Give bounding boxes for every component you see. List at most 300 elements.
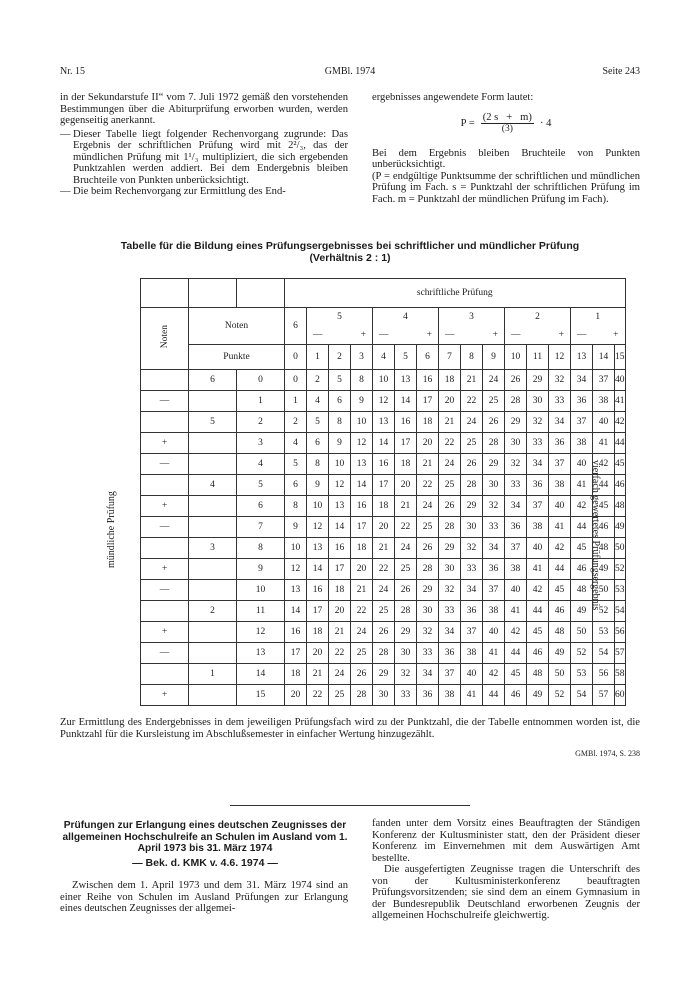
result-cell: 18 (439, 370, 461, 391)
table-header-row-grades (141, 308, 626, 345)
result-cell: 45 (593, 496, 615, 517)
row-sign-cell (141, 601, 189, 622)
result-cell: 8 (329, 412, 351, 433)
formula-lhs: P = (460, 117, 475, 129)
result-cell: 28 (483, 433, 505, 454)
result-cell: 32 (417, 622, 439, 643)
result-cell: 57 (593, 685, 615, 706)
row-grade-cell (189, 580, 237, 601)
row-points-cell: 3 (237, 433, 285, 454)
result-cell: 33 (461, 559, 483, 580)
table-corner-empty (141, 279, 189, 308)
row-grade-cell (189, 496, 237, 517)
result-cell: 13 (351, 454, 373, 475)
top-right-column (372, 92, 640, 205)
section-divider (230, 805, 470, 806)
result-cell: 44 (527, 601, 549, 622)
result-cell: 52 (549, 685, 571, 706)
grade-number: 2 (535, 312, 540, 322)
noten-vertical-cell (141, 308, 189, 370)
result-cell: 13 (373, 412, 395, 433)
row-grade-cell: 1 (189, 664, 237, 685)
result-cell: 37 (549, 454, 571, 475)
result-cell: 36 (571, 391, 593, 412)
result-cell: 20 (285, 685, 307, 706)
result-cell: 34 (417, 664, 439, 685)
result-cell: 32 (527, 412, 549, 433)
result-cell: 12 (307, 517, 329, 538)
result-cell: 12 (351, 433, 373, 454)
result-cell: 53 (571, 664, 593, 685)
grade-plus-sign: + (492, 330, 498, 340)
row-sign-cell (141, 412, 189, 433)
section2-right-paragraph2: Die ausgefertigten Zeugnisse tragen die Unterschrift des von der Kultusministerkonferenz beauftragten Prüfungsvorsitzenden; sie sind dem an einem Gymnasium in der Bundesrepublik Deutschland erworbenen Zeugnis der allgemeinen Hochschulreife gleichwertig. (372, 864, 640, 921)
result-cell: 34 (461, 580, 483, 601)
result-cell: 38 (461, 643, 483, 664)
result-cell: 9 (329, 433, 351, 454)
result-cell: 20 (373, 517, 395, 538)
row-sign-cell: + (141, 559, 189, 580)
row-grade-cell (189, 517, 237, 538)
result-cell: 41 (461, 685, 483, 706)
result-cell: 10 (307, 496, 329, 517)
row-grade-cell (189, 622, 237, 643)
result-cell: 26 (417, 538, 439, 559)
result-cell: 33 (527, 433, 549, 454)
grade-header-content (571, 308, 625, 344)
result-cell: 36 (439, 643, 461, 664)
points-header-cell: 10 (505, 345, 527, 370)
result-cell: 34 (549, 412, 571, 433)
row-points-cell: 2 (237, 412, 285, 433)
result-cell: 40 (593, 412, 615, 433)
result-cell: 50 (615, 538, 626, 559)
result-cell: 33 (439, 601, 461, 622)
grade-number: 4 (403, 312, 408, 322)
points-header-cell: 0 (285, 345, 307, 370)
result-cell: 28 (417, 559, 439, 580)
result-cell: 44 (505, 643, 527, 664)
result-cell: 34 (571, 370, 593, 391)
result-cell: 44 (593, 475, 615, 496)
result-cell: 44 (571, 517, 593, 538)
result-cell: 46 (549, 601, 571, 622)
grade-header-6: 6 (285, 308, 307, 345)
table-note: Zur Ermittlung des Endergebnisses in dem jeweiligen Prüfungsfach wird zu der Punktzahl, die der Tabelle entnommen worden ist, die Punktzahl für die Kursleistung im Abschlußsemester in einfacher Wertung hinzugezählt. (60, 717, 640, 740)
result-cell: 16 (285, 622, 307, 643)
result-cell: 50 (549, 664, 571, 685)
result-cell: 52 (593, 601, 615, 622)
row-points-cell: 13 (237, 643, 285, 664)
grade-number: 1 (595, 312, 601, 322)
result-cell: 24 (417, 496, 439, 517)
result-cell: 17 (329, 559, 351, 580)
grade-plus-sign: + (558, 330, 564, 340)
result-cell: 37 (505, 538, 527, 559)
result-cell: 30 (417, 601, 439, 622)
result-cell: 32 (461, 538, 483, 559)
result-cell: 4 (285, 433, 307, 454)
table-header-row-points (141, 345, 626, 370)
grade-minus-sign: — (379, 330, 389, 340)
result-cell: 36 (461, 601, 483, 622)
result-cell: 8 (285, 496, 307, 517)
table-row (141, 454, 626, 475)
row-grade-cell: 5 (189, 412, 237, 433)
result-cell: 56 (593, 664, 615, 685)
result-cell: 24 (439, 454, 461, 475)
result-cell: 6 (329, 391, 351, 412)
row-points-cell: 7 (237, 517, 285, 538)
bullet-dash: — (60, 128, 71, 140)
result-cell: 53 (593, 622, 615, 643)
table-header-row-label (141, 279, 626, 308)
result-cell: 56 (615, 622, 626, 643)
row-points-cell: 5 (237, 475, 285, 496)
formula-rhs: · 4 (539, 117, 552, 129)
grade-header-content (439, 308, 504, 344)
result-cell: 37 (483, 580, 505, 601)
result-cell: 10 (373, 370, 395, 391)
result-cell: 8 (307, 454, 329, 475)
row-sign-cell (141, 475, 189, 496)
result-cell: 49 (571, 601, 593, 622)
result-cell: 29 (483, 454, 505, 475)
journal-title: GMBl. 1974 (324, 66, 376, 77)
grade-header-5 (307, 308, 373, 345)
result-cell: 40 (505, 580, 527, 601)
result-cell: 45 (505, 664, 527, 685)
result-cell: 22 (351, 601, 373, 622)
table-row (141, 622, 626, 643)
result-cell: 24 (351, 622, 373, 643)
table-row (141, 664, 626, 685)
result-cell: 18 (307, 622, 329, 643)
legend-paragraph: (P = endgültige Punktsumme der schriftlichen und mündlichen Prüfung im Fach. s = Punktzahl der schriftlichen Prüfung im Fach. m = Punktzahl der mündlichen Prüfung im Fach). (372, 170, 640, 205)
result-cell: 40 (615, 370, 626, 391)
result-cell: 18 (329, 580, 351, 601)
formula-fraction (481, 112, 534, 136)
result-cell: 30 (395, 643, 417, 664)
grade-minus-sign: — (511, 330, 521, 340)
result-cell: 13 (329, 496, 351, 517)
result-cell: 14 (285, 601, 307, 622)
result-cell: 21 (329, 622, 351, 643)
result-cell: 5 (285, 454, 307, 475)
result-cell: 21 (395, 496, 417, 517)
result-cell: 8 (351, 370, 373, 391)
result-cell: 21 (417, 454, 439, 475)
result-cell: 25 (461, 433, 483, 454)
grade-plus-sign: + (360, 330, 366, 340)
result-cell: 32 (505, 454, 527, 475)
result-cell: 14 (395, 391, 417, 412)
result-cell: 25 (329, 685, 351, 706)
table-row (141, 391, 626, 412)
result-cell: 37 (439, 664, 461, 685)
result-cell: 38 (527, 517, 549, 538)
row-grade-cell: 2 (189, 601, 237, 622)
row-grade-cell (189, 454, 237, 475)
result-cell: 22 (461, 391, 483, 412)
result-cell: 30 (461, 517, 483, 538)
result-cell: 29 (461, 496, 483, 517)
result-cell: 48 (593, 538, 615, 559)
result-cell: 30 (505, 433, 527, 454)
result-cell: 38 (483, 601, 505, 622)
row-sign-cell (141, 538, 189, 559)
points-header-cell: 15 (615, 345, 626, 370)
result-cell: 42 (549, 538, 571, 559)
result-cell: 22 (307, 685, 329, 706)
result-cell: 46 (505, 685, 527, 706)
result-cell: 49 (527, 685, 549, 706)
result-cell: 33 (417, 643, 439, 664)
result-cell: 32 (483, 496, 505, 517)
result-cell: 46 (571, 559, 593, 580)
result-cell: 42 (571, 496, 593, 517)
table-row (141, 559, 626, 580)
result-cell: 44 (483, 685, 505, 706)
result-cell: 54 (615, 601, 626, 622)
section2-right-column (372, 818, 640, 922)
result-cell: 28 (395, 601, 417, 622)
result-cell: 52 (615, 559, 626, 580)
result-cell: 17 (307, 601, 329, 622)
result-cell: 37 (571, 412, 593, 433)
result-cell: 18 (285, 664, 307, 685)
result-cell: 50 (593, 580, 615, 601)
result-cell: 20 (417, 433, 439, 454)
result-cell: 28 (505, 391, 527, 412)
result-cell: 41 (615, 391, 626, 412)
result-cell: 12 (285, 559, 307, 580)
bullet-calculation (60, 129, 348, 187)
points-header-cell: 2 (329, 345, 351, 370)
result-cell: 40 (527, 538, 549, 559)
row-sign-cell: + (141, 622, 189, 643)
bullet-dash: — (60, 186, 71, 197)
result-cell: 22 (417, 475, 439, 496)
result-cell: 42 (527, 580, 549, 601)
result-cell: 30 (527, 391, 549, 412)
result-cell: 41 (549, 517, 571, 538)
row-points-cell: 15 (237, 685, 285, 706)
result-cell: 20 (439, 391, 461, 412)
result-cell: 14 (329, 517, 351, 538)
result-cell: 9 (351, 391, 373, 412)
result-cell: 54 (571, 685, 593, 706)
grade-header-4 (373, 308, 439, 345)
row-grade-cell (189, 559, 237, 580)
result-cell: 24 (329, 664, 351, 685)
row-grade-cell: 4 (189, 475, 237, 496)
result-cell: 49 (549, 643, 571, 664)
result-cell: 21 (439, 412, 461, 433)
table-row (141, 643, 626, 664)
points-header-cell: 12 (549, 345, 571, 370)
row-points-cell: 14 (237, 664, 285, 685)
grade-minus-sign: — (577, 330, 587, 340)
result-cell: 14 (351, 475, 373, 496)
result-cell: 40 (461, 664, 483, 685)
row-grade-cell (189, 433, 237, 454)
result-cell: 0 (285, 370, 307, 391)
result-cell: 41 (593, 433, 615, 454)
points-header-cell: 6 (417, 345, 439, 370)
muendliche-pruefung-label: mündliche Prüfung (106, 491, 117, 569)
grade-plus-sign: + (426, 330, 432, 340)
table-row (141, 517, 626, 538)
result-cell: 38 (505, 559, 527, 580)
result-cell: 40 (549, 496, 571, 517)
result-cell: 34 (483, 538, 505, 559)
result-cell: 37 (527, 496, 549, 517)
result-cell: 34 (505, 496, 527, 517)
points-header-cell: 13 (571, 345, 593, 370)
result-cell: 34 (439, 622, 461, 643)
bullet-calculation-text: Dieser Tabelle liegt folgender Rechenvorgang zugrunde: Das Ergebnis der schriftlichen Prüfung wird mit 2²/₃, das der mündlichen Prüfung mit 1¹/₃ multipliziert, die sich ergebenden Punktzahlen werden addiert. Bei dem Endergebnis bleiben Bruchteile von Punkten unberücksichtigt. (73, 128, 348, 186)
table-row (141, 496, 626, 517)
result-cell: 29 (373, 664, 395, 685)
result-cell: 14 (307, 559, 329, 580)
result-cell: 36 (527, 475, 549, 496)
result-cell: 9 (307, 475, 329, 496)
result-cell: 28 (439, 517, 461, 538)
result-cell: 49 (615, 517, 626, 538)
grade-header-content (307, 308, 372, 344)
grade-header-1 (571, 308, 626, 345)
table-row (141, 580, 626, 601)
result-cell: 41 (505, 601, 527, 622)
formula (372, 112, 640, 136)
row-grade-cell (189, 685, 237, 706)
result-cell: 26 (483, 412, 505, 433)
result-cell: 26 (395, 580, 417, 601)
result-cell: 38 (571, 433, 593, 454)
result-cell: 20 (395, 475, 417, 496)
result-cell: 18 (417, 412, 439, 433)
result-cell: 38 (549, 475, 571, 496)
grade-header-2 (505, 308, 571, 345)
result-cell: 17 (285, 643, 307, 664)
table-title-line2: (Verhältnis 2 : 1) (309, 252, 391, 264)
table-row (141, 685, 626, 706)
row-sign-cell (141, 370, 189, 391)
result-cell: 22 (439, 433, 461, 454)
row-sign-cell: — (141, 517, 189, 538)
result-cell: 41 (527, 559, 549, 580)
result-cell: 24 (373, 580, 395, 601)
result-cell: 18 (351, 538, 373, 559)
result-cell: 48 (615, 496, 626, 517)
result-cell: 22 (329, 643, 351, 664)
result-cell: 30 (373, 685, 395, 706)
table-corner-empty (237, 279, 285, 308)
result-cell: 33 (505, 475, 527, 496)
result-cell: 13 (307, 538, 329, 559)
formula-denominator: (3) (501, 124, 513, 134)
result-cell: 17 (351, 517, 373, 538)
result-cell: 2 (307, 370, 329, 391)
row-points-cell: 9 (237, 559, 285, 580)
grade-header-content (373, 308, 438, 344)
result-cell: 6 (285, 475, 307, 496)
row-sign-cell: + (141, 433, 189, 454)
grade-minus-sign: — (313, 330, 323, 340)
result-cell: 12 (329, 475, 351, 496)
result-cell: 28 (351, 685, 373, 706)
result-cell: 30 (483, 475, 505, 496)
result-cell: 16 (417, 370, 439, 391)
result-cell: 29 (439, 538, 461, 559)
result-cell: 10 (351, 412, 373, 433)
result-cell: 38 (593, 391, 615, 412)
result-cell: 33 (483, 517, 505, 538)
result-cell: 42 (483, 664, 505, 685)
result-cell: 60 (615, 685, 626, 706)
result-cell: 33 (549, 391, 571, 412)
result-cell: 20 (307, 643, 329, 664)
result-cell: 25 (351, 643, 373, 664)
result-cell: 5 (307, 412, 329, 433)
result-cell: 57 (615, 643, 626, 664)
result-cell: 46 (527, 643, 549, 664)
result-cell: 20 (329, 601, 351, 622)
result-cell: 26 (351, 664, 373, 685)
result-cell: 24 (483, 370, 505, 391)
row-points-cell: 1 (237, 391, 285, 412)
result-cell: 36 (549, 433, 571, 454)
result-cell: 13 (395, 370, 417, 391)
result-cell: 33 (395, 685, 417, 706)
result-cell: 26 (505, 370, 527, 391)
points-header-cell: 3 (351, 345, 373, 370)
row-sign-cell (141, 664, 189, 685)
row-points-cell: 4 (237, 454, 285, 475)
row-points-cell: 6 (237, 496, 285, 517)
result-cell: 21 (461, 370, 483, 391)
row-grade-cell: 3 (189, 538, 237, 559)
result-cell: 45 (527, 622, 549, 643)
points-header-cell: 1 (307, 345, 329, 370)
section2-title: Prüfungen zur Erlangung eines deutschen Zeugnisses der allgemeinen Hochschulreife an Schulen im Ausland vom 1. April 1973 bis 31. März 1974 (62, 820, 348, 854)
result-cell: 25 (373, 601, 395, 622)
grade-header-content (505, 308, 570, 344)
result-cell: 52 (571, 643, 593, 664)
section2-left-paragraph: Zwischen dem 1. April 1973 und dem 31. März 1974 sind an einer Reihe von Schulen im Ausland Prüfungen zur Erlangung eines deutschen Zeugnisses der allgemei- (60, 880, 348, 914)
result-cell: 45 (571, 538, 593, 559)
result-cell: 21 (373, 538, 395, 559)
points-header-cell: 9 (483, 345, 505, 370)
result-cell: 32 (395, 664, 417, 685)
table-title (60, 240, 640, 264)
table-row (141, 412, 626, 433)
formula-intro: ergebnisses angewendete Form lautet: (372, 92, 534, 103)
result-cell: 25 (483, 391, 505, 412)
row-sign-cell: — (141, 391, 189, 412)
row-points-cell: 12 (237, 622, 285, 643)
result-cell: 48 (527, 664, 549, 685)
result-cell: 36 (417, 685, 439, 706)
result-cell: 58 (615, 664, 626, 685)
result-cell: 5 (329, 370, 351, 391)
row-sign-cell: — (141, 454, 189, 475)
vierfach-label: vierfach gewertetes Prüfungsergebnis (590, 459, 601, 611)
page-number: Nr. 15 (60, 66, 85, 77)
result-cell: 37 (593, 370, 615, 391)
result-cell: 24 (461, 412, 483, 433)
